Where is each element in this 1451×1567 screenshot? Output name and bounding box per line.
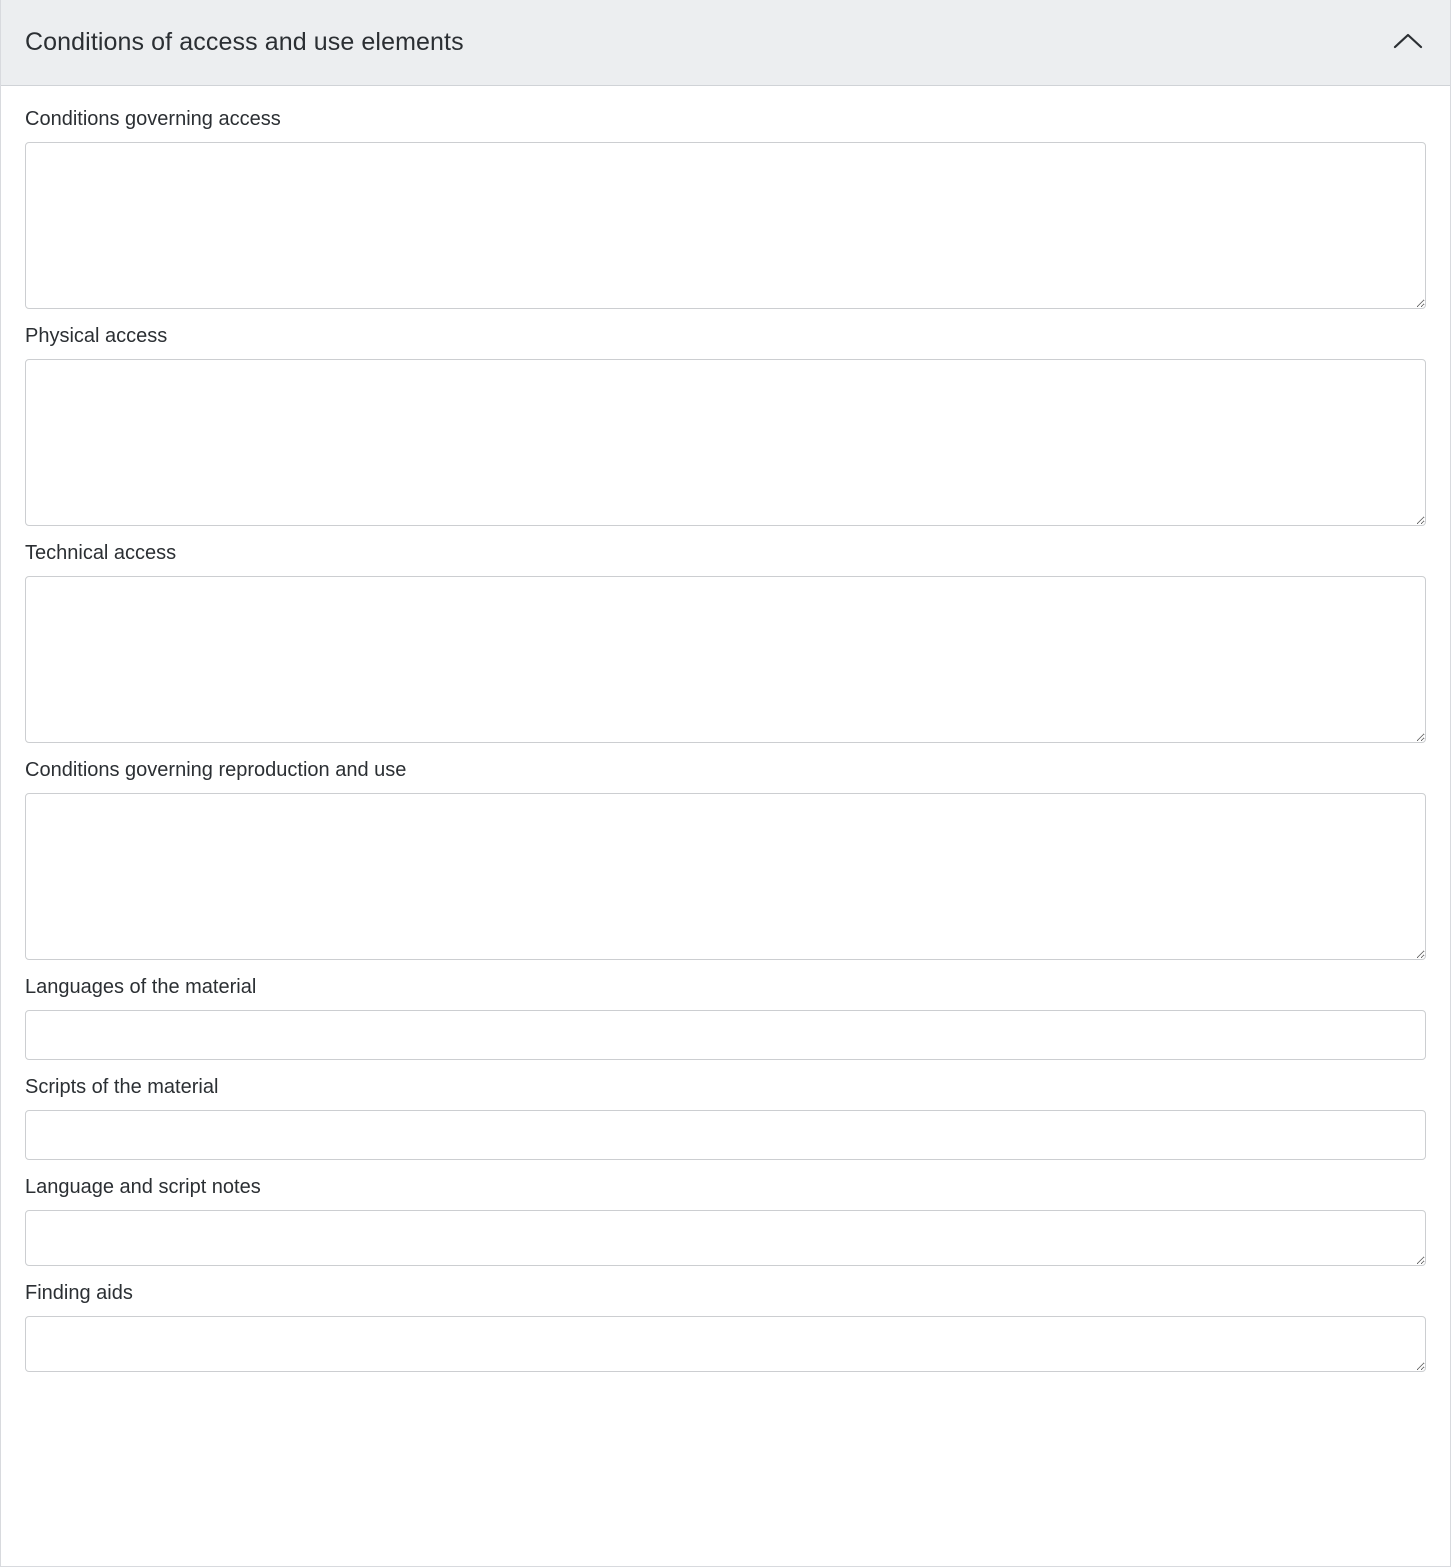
field-scripts-of-the-material — [25, 1076, 1426, 1160]
panel-body — [1, 86, 1450, 1402]
field-conditions-governing-reproduction-and-use — [25, 759, 1426, 960]
field-finding-aids — [25, 1282, 1426, 1372]
field-language-and-script-notes — [25, 1176, 1426, 1266]
conditions-governing-access-textarea[interactable] — [25, 142, 1426, 309]
languages-of-the-material-input[interactable] — [25, 1010, 1426, 1060]
collapse-panel-button[interactable] — [1388, 23, 1428, 63]
label-finding-aids: Finding aids — [25, 1282, 133, 1304]
scripts-of-the-material-input[interactable] — [25, 1110, 1426, 1160]
conditions-governing-reproduction-and-use-textarea[interactable] — [25, 793, 1426, 960]
technical-access-textarea[interactable] — [25, 576, 1426, 743]
physical-access-textarea[interactable] — [25, 359, 1426, 526]
chevron-up-icon — [1393, 32, 1423, 53]
label-conditions-governing-reproduction-and-use: Conditions governing reproduction and use — [25, 759, 407, 781]
field-technical-access — [25, 542, 1426, 743]
field-languages-of-the-material — [25, 976, 1426, 1060]
language-and-script-notes-textarea[interactable] — [25, 1210, 1426, 1266]
label-conditions-governing-access: Conditions governing access — [25, 108, 281, 130]
field-conditions-governing-access — [25, 108, 1426, 309]
label-languages-of-the-material: Languages of the material — [25, 976, 257, 998]
label-physical-access: Physical access — [25, 325, 168, 347]
label-language-and-script-notes: Language and script notes — [25, 1176, 261, 1198]
field-physical-access — [25, 325, 1426, 526]
page-title: Conditions of access and use elements — [25, 28, 464, 56]
finding-aids-textarea[interactable] — [25, 1316, 1426, 1372]
label-technical-access: Technical access — [25, 542, 177, 564]
label-scripts-of-the-material: Scripts of the material — [25, 1076, 219, 1098]
panel-header[interactable] — [1, 0, 1450, 86]
